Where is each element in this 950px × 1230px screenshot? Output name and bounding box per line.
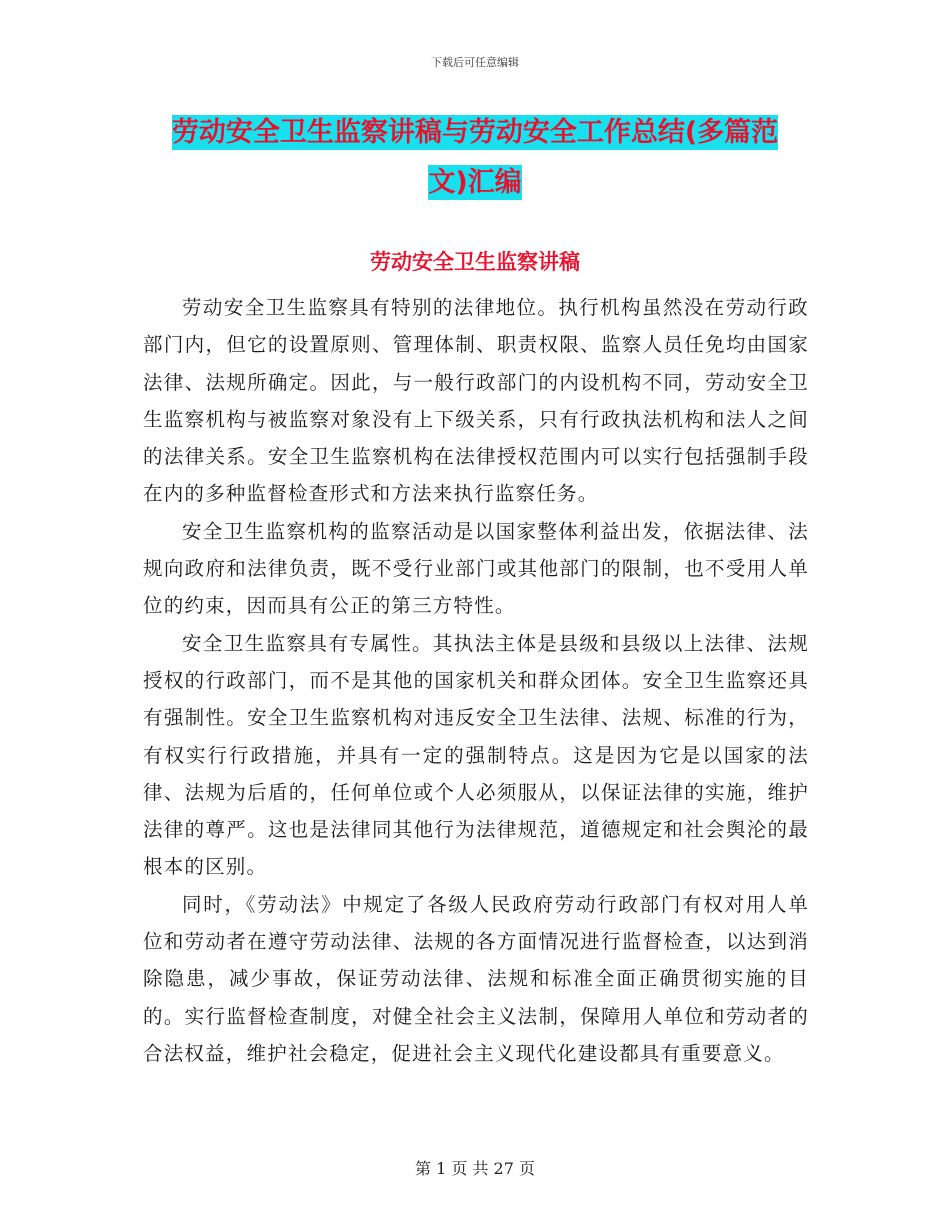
paragraph: 劳动安全卫生监察具有特别的法律地位。执行机构虽然没在劳动行政部门内，但它的设置原则、管理体制、职责权限、监察人员任免均由国家法律、法规所确定。因此，与一般行政部门的内设机构不同，劳动安全卫生监察机构与被监察对象没有上下级关系，只有行政执法机构和法人之间的法律关系。安全卫生监察机构在法律授权范围内可以实行包括强制手段在内的多种监督检查形式和方法来执行监察任务。: [143, 296, 809, 506]
document-title: [140, 108, 810, 208]
page-footer: 第 1 页 共 27 页: [415, 1159, 535, 1178]
section-title: 劳动安全卫生监察讲稿: [370, 250, 580, 274]
header-note: 下载后可任意编辑: [431, 56, 519, 69]
paragraph: 同时，《劳动法》中规定了各级人民政府劳动行政部门有权对用人单位和劳动者在遵守劳动法律、法规的各方面情况进行监督检查，以达到消除隐患，减少事故，保证劳动法律、法规和标准全面正确贯彻实施的目的。实行监督检查制度，对健全社会主义法制，保障用人单位和劳动者的合法权益，维护社会稳定，促进社会主义现代化建设都具有重要意义。: [143, 892, 809, 1065]
paragraph: 安全卫生监察具有专属性。其执法主体是县级和县级以上法律、法规授权的行政部门，而不是其他的国家机关和群众团体。安全卫生监察还具有强制性。安全卫生监察机构对违反安全卫生法律、法规、标准的行为，有权实行行政措施，并具有一定的强制特点。这是因为它是以国家的法律、法规为后盾的，任何单位或个人必须服从，以保证法律的实施，维护法律的尊严。这也是法律同其他行为法律规范，道德规定和社会舆沦的最根本的区别。: [143, 631, 809, 879]
document-title-line-1: 劳动安全卫生监察讲稿与劳动安全工作总结(多篇范: [171, 117, 779, 148]
document-title-line-2: 文)汇编: [428, 167, 522, 198]
body-text: [143, 289, 809, 1072]
paragraph: 安全卫生监察机构的监察活动是以国家整体利益出发，依据法律、法规向政府和法律负责，既不受行业部门或其他部门的限制，也不受用人单位的约束，因而具有公正的第三方特性。: [143, 519, 809, 618]
